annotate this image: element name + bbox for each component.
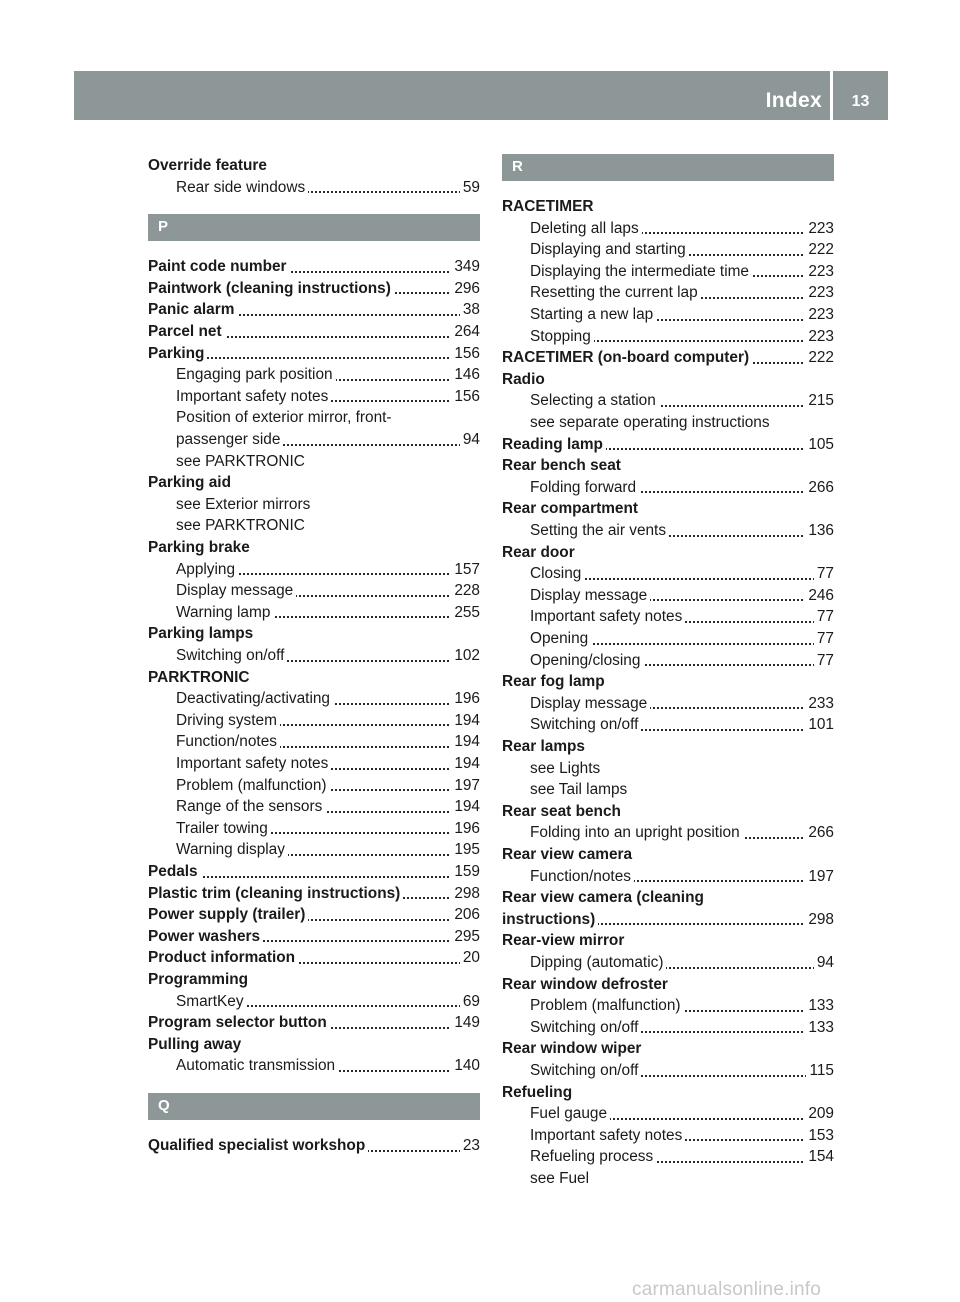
index-entry bbox=[502, 974, 834, 996]
index-subentry bbox=[176, 645, 480, 667]
entry-page-number: 233 bbox=[805, 693, 834, 715]
index-entry bbox=[148, 278, 480, 300]
entry-page-number: 59 bbox=[460, 177, 480, 199]
index-subentry bbox=[176, 559, 480, 581]
entry-label: Important safety notes bbox=[530, 1125, 685, 1147]
index-entry bbox=[148, 904, 480, 926]
entry-label: Rear bench seat bbox=[502, 455, 624, 477]
entry-page-number: 133 bbox=[805, 1017, 834, 1039]
entry-label: Qualified specialist workshop bbox=[148, 1135, 368, 1157]
section-title: Index bbox=[765, 89, 822, 112]
entry-label: SmartKey bbox=[176, 991, 247, 1013]
index-entry bbox=[148, 947, 480, 969]
index-subentry bbox=[530, 412, 834, 434]
entry-label: Important safety notes bbox=[176, 386, 331, 408]
index-entry bbox=[502, 801, 834, 823]
entry-page-number: 94 bbox=[814, 952, 834, 974]
entry-label: Opening/closing bbox=[530, 650, 643, 672]
entry-label: Engaging park position bbox=[176, 364, 336, 386]
index-subentry bbox=[176, 839, 480, 861]
entry-label: Displaying and starting bbox=[530, 239, 689, 261]
index-entry bbox=[148, 1135, 480, 1157]
entry-label: see separate operating instructions bbox=[530, 412, 773, 434]
entry-label: Driving system bbox=[176, 710, 280, 732]
entry-page-number: 140 bbox=[451, 1055, 480, 1077]
entry-label: see PARKTRONIC bbox=[176, 451, 308, 473]
entry-page-number: 223 bbox=[805, 261, 834, 283]
entry-label: Deleting all laps bbox=[530, 218, 642, 240]
entry-page-number: 102 bbox=[451, 645, 480, 667]
entry-label: Problem (malfunction) bbox=[530, 995, 684, 1017]
entry-page-number: 157 bbox=[451, 559, 480, 581]
entry-label: see Exterior mirrors bbox=[176, 494, 313, 516]
entry-label: Pedals bbox=[148, 861, 201, 883]
entry-page-number: 197 bbox=[451, 775, 480, 797]
index-subentry bbox=[176, 710, 480, 732]
entry-label: see Fuel bbox=[530, 1168, 592, 1190]
index-entry bbox=[502, 844, 834, 866]
index-subentry bbox=[530, 1146, 834, 1168]
entry-page-number: 197 bbox=[805, 866, 834, 888]
entry-label: Switching on/off bbox=[176, 645, 287, 667]
index-subentry bbox=[530, 477, 834, 499]
index-entry bbox=[502, 196, 834, 218]
index-entry bbox=[148, 472, 480, 494]
entry-page-number: 146 bbox=[451, 364, 480, 386]
index-subentry bbox=[530, 995, 834, 1017]
entry-page-number: 194 bbox=[451, 731, 480, 753]
entry-label: see PARKTRONIC bbox=[176, 515, 308, 537]
index-entry bbox=[148, 537, 480, 559]
index-entry bbox=[502, 434, 834, 456]
entry-page-number: 266 bbox=[805, 822, 834, 844]
index-subentry bbox=[530, 326, 834, 348]
entry-label: Starting a new lap bbox=[530, 304, 656, 326]
entry-label: Programming bbox=[148, 969, 251, 991]
entry-label: Display message bbox=[530, 585, 650, 607]
entry-page-number: 20 bbox=[460, 947, 480, 969]
index-subentry bbox=[176, 688, 480, 710]
index-subentry bbox=[176, 796, 480, 818]
entry-page-number: 38 bbox=[460, 299, 480, 321]
index-entry bbox=[148, 861, 480, 883]
entry-label: Display message bbox=[176, 580, 296, 602]
entry-page-number: 296 bbox=[451, 278, 480, 300]
entry-label: Deactivating/activating bbox=[176, 688, 333, 710]
index-subentry bbox=[176, 580, 480, 602]
index-subentry bbox=[530, 1125, 834, 1147]
index-subentry bbox=[530, 866, 834, 888]
entry-label: RACETIMER bbox=[502, 196, 597, 218]
entry-page-number: 159 bbox=[451, 861, 480, 883]
entry-label: Power supply (trailer) bbox=[148, 904, 308, 926]
index-entry bbox=[502, 736, 834, 758]
entry-label: Closing bbox=[530, 563, 584, 585]
entry-page-number: 223 bbox=[805, 326, 834, 348]
index-subentry bbox=[530, 822, 834, 844]
entry-page-number: 105 bbox=[805, 434, 834, 456]
entry-label: Function/notes bbox=[530, 866, 634, 888]
entry-label: Power washers bbox=[148, 926, 263, 948]
index-subentry bbox=[176, 515, 480, 537]
entry-page-number: 223 bbox=[805, 282, 834, 304]
index-subentry bbox=[530, 1103, 834, 1125]
entry-page-number: 77 bbox=[814, 563, 834, 585]
entry-label: Automatic transmission bbox=[176, 1055, 338, 1077]
entry-label: Plastic trim (cleaning instructions) bbox=[148, 883, 403, 905]
entry-label: PARKTRONIC bbox=[148, 667, 252, 689]
entry-page-number: 194 bbox=[451, 796, 480, 818]
entry-page-number: 298 bbox=[805, 909, 834, 931]
index-entry bbox=[148, 969, 480, 991]
entry-label: Parking bbox=[148, 343, 207, 365]
index-entry bbox=[148, 623, 480, 645]
entry-label: Warning display bbox=[176, 839, 288, 861]
index-entry bbox=[148, 926, 480, 948]
index-subentry bbox=[176, 407, 480, 429]
entry-label: Folding forward bbox=[530, 477, 639, 499]
entry-page-number: 215 bbox=[805, 390, 834, 412]
entry-label: Parking lamps bbox=[148, 623, 256, 645]
index-letter-p: P bbox=[148, 214, 480, 241]
entry-page-number: 156 bbox=[451, 343, 480, 365]
entry-label: Dipping (automatic) bbox=[530, 952, 666, 974]
entry-page-number: 223 bbox=[805, 304, 834, 326]
entry-label: Problem (malfunction) bbox=[176, 775, 330, 797]
page-number: 13 bbox=[851, 93, 870, 110]
entry-page-number: 194 bbox=[451, 753, 480, 775]
entry-label: Pulling away bbox=[148, 1034, 244, 1056]
entry-page-number: 101 bbox=[805, 714, 834, 736]
index-subentry bbox=[176, 429, 480, 451]
index-subentry bbox=[176, 818, 480, 840]
entry-label: Refueling process bbox=[530, 1146, 656, 1168]
entry-label: see Tail lamps bbox=[530, 779, 630, 801]
entry-page-number: 223 bbox=[805, 218, 834, 240]
index-subentry bbox=[530, 585, 834, 607]
index-subentry bbox=[176, 602, 480, 624]
entry-page-number: 195 bbox=[451, 839, 480, 861]
entry-label: Rear compartment bbox=[502, 498, 641, 520]
index-entry bbox=[502, 930, 834, 952]
index-subentry bbox=[530, 758, 834, 780]
entry-label: instructions) bbox=[502, 909, 598, 931]
index-entry bbox=[502, 369, 834, 391]
index-subentry bbox=[530, 1017, 834, 1039]
entry-page-number: 295 bbox=[451, 926, 480, 948]
entry-label: RACETIMER (on-board computer) bbox=[502, 347, 752, 369]
index-entry bbox=[502, 1038, 834, 1060]
index-subentry bbox=[530, 952, 834, 974]
entry-label: Switching on/off bbox=[530, 714, 641, 736]
entry-page-number: 77 bbox=[814, 606, 834, 628]
entry-label: Displaying the intermediate time bbox=[530, 261, 752, 283]
index-subentry bbox=[176, 731, 480, 753]
entry-label: Important safety notes bbox=[530, 606, 685, 628]
index-subentry bbox=[530, 390, 834, 412]
entry-page-number: 246 bbox=[805, 585, 834, 607]
entry-page-number: 115 bbox=[806, 1060, 834, 1082]
entry-label: Paint code number bbox=[148, 256, 290, 278]
index-entry bbox=[148, 343, 480, 365]
watermark: carmanualsonline.info bbox=[632, 1279, 822, 1300]
index-subentry bbox=[530, 779, 834, 801]
index-entry bbox=[148, 1034, 480, 1056]
index-subentry bbox=[176, 991, 480, 1013]
index-subentry bbox=[176, 753, 480, 775]
entry-label: Selecting a station bbox=[530, 390, 659, 412]
entry-label: Program selector button bbox=[148, 1012, 330, 1034]
entry-label: Product information bbox=[148, 947, 298, 969]
index-letter-r: R bbox=[502, 154, 834, 181]
index-subentry bbox=[176, 775, 480, 797]
entry-label: Refueling bbox=[502, 1082, 575, 1104]
entry-label: Radio bbox=[502, 369, 548, 391]
entry-page-number: 23 bbox=[460, 1135, 480, 1157]
entry-label: Rear fog lamp bbox=[502, 671, 608, 693]
entry-label: Rear side windows bbox=[176, 177, 308, 199]
entry-label: Switching on/off bbox=[530, 1060, 641, 1082]
index-entry bbox=[148, 256, 480, 278]
entry-label: Parcel net bbox=[148, 321, 225, 343]
index-letter-q: Q bbox=[148, 1093, 480, 1120]
index-entry bbox=[148, 299, 480, 321]
index-entry bbox=[148, 1012, 480, 1034]
index-entry bbox=[502, 909, 834, 931]
index-subentry bbox=[530, 520, 834, 542]
entry-label: Position of exterior mirror, front- bbox=[176, 407, 395, 429]
entry-label: Warning lamp bbox=[176, 602, 273, 624]
index-subentry bbox=[530, 628, 834, 650]
entry-label: Function/notes bbox=[176, 731, 280, 753]
index-subentry bbox=[530, 282, 834, 304]
index-entry bbox=[502, 542, 834, 564]
entry-page-number: 206 bbox=[451, 904, 480, 926]
entry-page-number: 77 bbox=[814, 650, 834, 672]
entry-label: Parking aid bbox=[148, 472, 234, 494]
index-entry bbox=[502, 347, 834, 369]
entry-page-number: 196 bbox=[451, 688, 480, 710]
entry-label: Resetting the current lap bbox=[530, 282, 701, 304]
entry-label: Opening bbox=[530, 628, 591, 650]
entry-page-number: 298 bbox=[451, 883, 480, 905]
index-subentry bbox=[530, 606, 834, 628]
entry-label: Switching on/off bbox=[530, 1017, 641, 1039]
index-subentry bbox=[530, 1060, 834, 1082]
entry-label: Override feature bbox=[148, 155, 270, 177]
entry-page-number: 77 bbox=[814, 628, 834, 650]
index-subentry bbox=[530, 693, 834, 715]
index-entry bbox=[148, 155, 480, 177]
entry-label: Rear view camera bbox=[502, 844, 635, 866]
index-subentry bbox=[176, 494, 480, 516]
index-entry bbox=[148, 883, 480, 905]
entry-label: Rear lamps bbox=[502, 736, 588, 758]
index-subentry bbox=[530, 714, 834, 736]
entry-label: Rear view camera (cleaning bbox=[502, 887, 707, 909]
index-entry bbox=[502, 455, 834, 477]
entry-label: Panic alarm bbox=[148, 299, 237, 321]
index-entry bbox=[148, 321, 480, 343]
page-header bbox=[74, 71, 888, 120]
entry-page-number: 222 bbox=[805, 347, 834, 369]
entry-label: Display message bbox=[530, 693, 650, 715]
index-subentry bbox=[176, 364, 480, 386]
entry-page-number: 194 bbox=[451, 710, 480, 732]
entry-label: Parking brake bbox=[148, 537, 253, 559]
index-subentry bbox=[530, 650, 834, 672]
entry-page-number: 196 bbox=[451, 818, 480, 840]
index-subentry bbox=[530, 218, 834, 240]
entry-label: Rear window defroster bbox=[502, 974, 671, 996]
entry-label: Stopping bbox=[530, 326, 594, 348]
index-entry bbox=[502, 671, 834, 693]
entry-label: Folding into an upright position bbox=[530, 822, 743, 844]
entry-page-number: 94 bbox=[460, 429, 480, 451]
entry-page-number: 136 bbox=[805, 520, 834, 542]
entry-page-number: 153 bbox=[805, 1125, 834, 1147]
entry-page-number: 156 bbox=[451, 386, 480, 408]
entry-page-number: 349 bbox=[451, 256, 480, 278]
entry-label: Rear window wiper bbox=[502, 1038, 644, 1060]
entry-label: passenger side bbox=[176, 429, 283, 451]
index-subentry bbox=[530, 1168, 834, 1190]
index-entry bbox=[502, 1082, 834, 1104]
entry-page-number: 228 bbox=[451, 580, 480, 602]
entry-label: Rear-view mirror bbox=[502, 930, 627, 952]
entry-label: Rear seat bench bbox=[502, 801, 624, 823]
index-entry bbox=[502, 887, 834, 909]
index-subentry bbox=[530, 563, 834, 585]
index-subentry bbox=[530, 261, 834, 283]
entry-page-number: 133 bbox=[805, 995, 834, 1017]
entry-label: Rear door bbox=[502, 542, 578, 564]
entry-label: Important safety notes bbox=[176, 753, 331, 775]
entry-page-number: 222 bbox=[805, 239, 834, 261]
entry-label: Fuel gauge bbox=[530, 1103, 610, 1125]
entry-page-number: 266 bbox=[805, 477, 834, 499]
index-subentry bbox=[176, 177, 480, 199]
entry-page-number: 264 bbox=[451, 321, 480, 343]
index-subentry bbox=[176, 1055, 480, 1077]
entry-label: Paintwork (cleaning instructions) bbox=[148, 278, 394, 300]
index-subentry bbox=[176, 451, 480, 473]
index-subentry bbox=[176, 386, 480, 408]
entry-label: Setting the air vents bbox=[530, 520, 669, 542]
entry-label: Range of the sensors bbox=[176, 796, 325, 818]
entry-page-number: 154 bbox=[805, 1146, 834, 1168]
entry-page-number: 149 bbox=[451, 1012, 480, 1034]
entry-page-number: 255 bbox=[451, 602, 480, 624]
index-subentry bbox=[530, 304, 834, 326]
index-entry bbox=[502, 498, 834, 520]
entry-label: see Lights bbox=[530, 758, 603, 780]
entry-page-number: 69 bbox=[460, 991, 480, 1013]
index-subentry bbox=[530, 239, 834, 261]
entry-label: Reading lamp bbox=[502, 434, 606, 456]
entry-label: Trailer towing bbox=[176, 818, 271, 840]
index-entry bbox=[148, 667, 480, 689]
entry-page-number: 209 bbox=[805, 1103, 834, 1125]
entry-label: Applying bbox=[176, 559, 238, 581]
